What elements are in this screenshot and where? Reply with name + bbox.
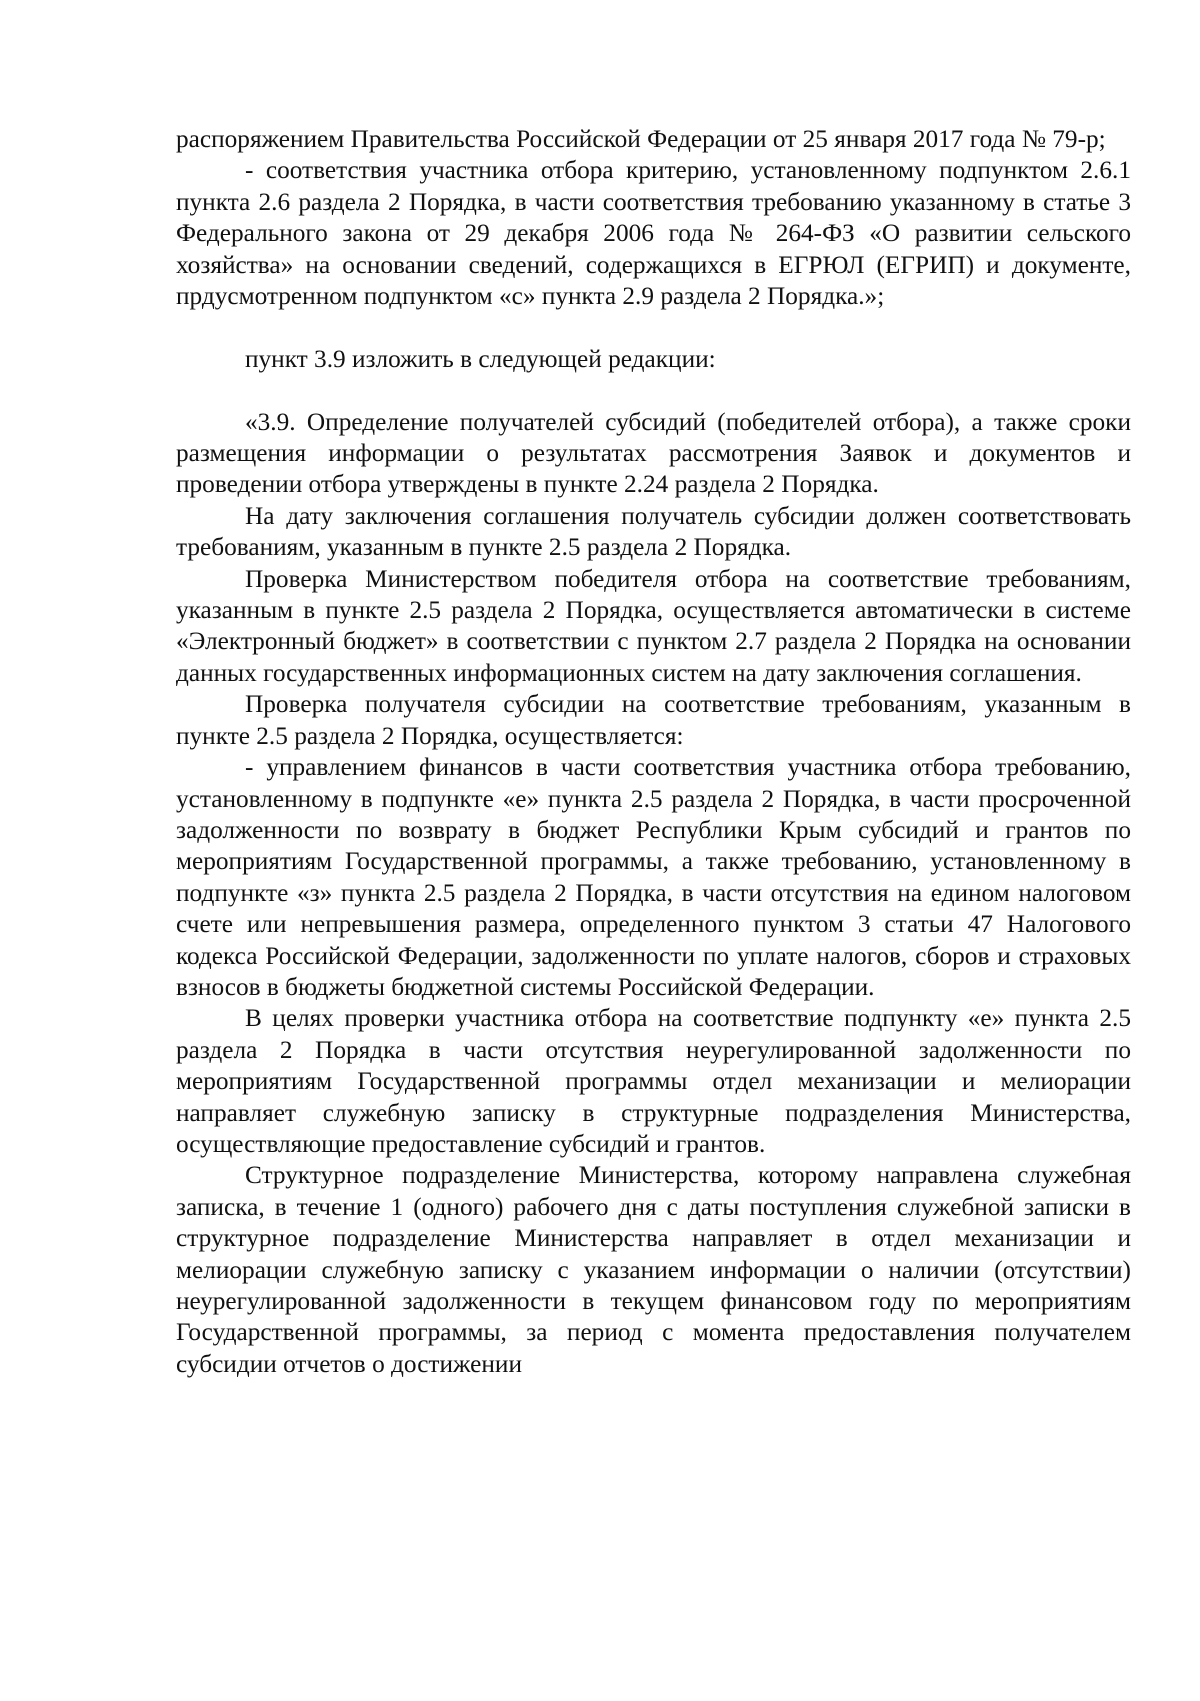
paragraph-ministry-check: Проверка Министерством победителя отбора на соответствие требованиям, указанным в пункте 2.5 раздела 2 Порядка, осуществляется автоматически в системе «Электронный бюджет» в соответствии с пунктом 2.7 раздела 2 Порядка на основании данных государственных информационных систем на дату заключения соглашения. xyxy=(176,564,1131,687)
paragraph-clause-3-9: «3.9. Определение получателей субсидий (победителей отбора), а также сроки размещения информации о результатах рассмотрения Заявок и документов и проведении отбора утверждены в пункте 2.24 раздела 2 Порядка. xyxy=(176,407,1131,499)
paragraph-criterion-compliance: - соответствия участника отбора критерию, установленному подпунктом 2.6.1 пункта 2.6 раздела 2 Порядка, в части соответствия требованию указанному в статье 3 Федерального закона от 29 декабря 2006 года № 264-ФЗ «О развитии сельского хозяйства» на основании сведений, содержащихся в ЕГРЮЛ (ЕГРИП) и документе, прдусмотренном подпунктом «с» пункта 2.9 раздела 2 Порядка.»; xyxy=(176,156,1131,311)
paragraph-verification-purpose: В целях проверки участника отбора на соответствие подпункту «е» пункта 2.5 раздела 2 Порядка в части отсутствия неурегулированной задолженности по мероприятиям Государственной программы отдел механизации и мелиорации направляет служебную записку в структурные подразделения Министерства, осуществляющие предоставление субсидий и грантов. xyxy=(176,1004,1131,1158)
paragraph-structural-unit: Структурное подразделение Министерства, которому направлена служебная записка, в течение 1 (одного) рабочего дня с даты поступления служебной записки в структурное подразделение Министерства направляет в отдел механизации и мелиорации служебную записку с указанием информации о наличии (отсутствии) неурегулированной задолженности в текущем финансовом году по мероприятиям Государственной программы, за период с момента предоставления получателем субсидии отчетов о достижении xyxy=(176,1161,1131,1378)
paragraph-recipient-check: Проверка получателя субсидии на соответствие требованиям, указанным в пункте 2.5 раздела 2 Порядка, осуществляется: xyxy=(176,690,1131,750)
paragraph-amendment-intro: пункт 3.9 изложить в следующей редакции: xyxy=(245,344,716,373)
paragraph-decree-reference: распоряжением Правительства Российской Федерации от 25 января 2017 года № 79-р; xyxy=(176,125,1106,153)
paragraph-agreement-date: На дату заключения соглашения получатель субсидии должен соответствовать требованиям, указанным в пункте 2.5 раздела 2 Порядка. xyxy=(176,501,1131,562)
paragraph-finance-department: - управлением финансов в части соответствия участника отбора требованию, установленному в подпункте «е» пункта 2.5 раздела 2 Порядка, в части просроченной задолженности по возврату в бюджет Республики Крым субсидий и грантов по мероприятиям Государственной программы, а также требованию, установленному в подпункте «з» пункта 2.5 раздела 2 Порядка, в части отсутствия на едином налоговом счете или непревышения размера, определенного пунктом 3 статьи 47 Налогового кодекса Российской Федерации, задолженности по уплате налогов, сборов и страховых взносов в бюджеты бюджетной системы Российской Федерации. xyxy=(176,753,1131,1001)
document-body xyxy=(176,124,1131,1380)
